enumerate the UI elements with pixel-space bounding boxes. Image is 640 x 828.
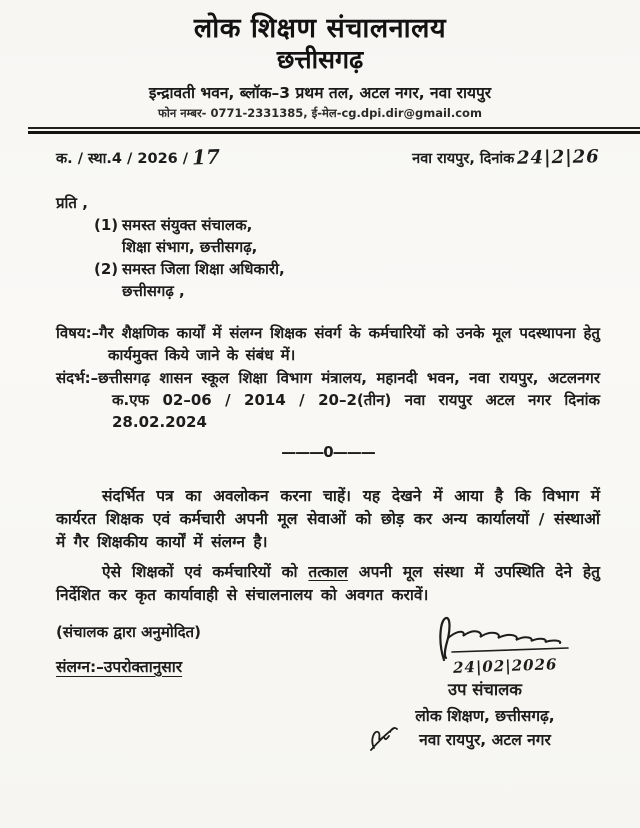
reference-line [56,367,600,433]
signatory-designation: उप संचालक [448,680,522,699]
signatory-organization: लोक शिक्षण, छत्तीसगढ़, [415,707,555,725]
subject-text: गैर शैक्षणिक कार्यों में संलग्न शिक्षक संवर्ग के कर्मचारियों को उनके मूल पदस्थापना हेतु कार्यमुक्त किये जाने के संबंध में। [99,323,600,364]
org-contact: फोन नम्बर- 0771-2331385, ई-मेल-cg.dpi.dir@gmail.com [158,105,482,120]
signatory-place-text: नवा रायपुर, अटल नगर [419,731,551,749]
org-address: इन्द्रावती भवन, ब्लॉक–3 प्रथम तल, अटल नगर, नवा रायपुर [148,83,492,102]
addressee-line: समस्त जिला शिक्षा अधिकारी, [122,259,285,278]
addressee-item [94,258,600,280]
letter-ref-number [56,144,220,168]
addressee-number: (2) [94,259,119,278]
addressee-item [94,214,600,236]
rule-thin [28,127,640,129]
paragraph2-underlined-word: तत्काल [308,562,348,581]
header-divider-rule [28,127,640,134]
letter-content [0,144,640,677]
reference-text: छत्तीसगढ़ शासन स्कूल शिक्षा विभाग मंत्रालय, महानदी भवन, नवा रायपुर, अटलनगर क.एफ 02–06 / 2014 / 20–2(तीन) नवा रायपुर अटल नगर दिनांक 28.02.2024 [98,368,600,431]
body-paragraph-1: संदर्भित पत्र का अवलोकन करना चाहें। यह देखने में आया है कि विभाग में कार्यरत शिक्षक एवं कर्मचारी अपनी मूल सेवाओं को छोड़ कर अन्य कार्यालयों / संस्थाओं में गैर शिक्षकीय कार्यों में संलग्न है। [56,486,600,551]
initials-scribble-icon [368,720,402,754]
place-and-date [412,147,600,168]
addressee-line: समस्त संयुक्त संचालक, [122,215,253,234]
date-handwritten: 24|2|26 [517,145,601,169]
enclosure-line: संलग्न:–उपरोक्तानुसार [56,657,183,676]
place-date-label: नवा रायपुर, दिनांक [412,150,515,167]
salutation: प्रति , [56,193,88,212]
subject-label: विषय:– [56,323,100,342]
addressee-number: (1) [94,215,119,234]
addressee-line: छत्तीसगढ़ , [122,281,185,300]
addressee-block [56,192,600,302]
addressee-line: शिक्षा संभाग, छत्तीसगढ़, [122,237,258,256]
subject-line [56,322,600,366]
reference-date-row [56,144,600,168]
signatory-place [360,728,610,750]
body-paragraph-2 [56,561,600,607]
org-state: छत्तीसगढ़ [276,45,364,75]
section-divider: ———0——— [281,442,375,461]
paragraph2-text: ऐसे शिक्षकों एवं कर्मचारियों को [102,562,309,581]
signature-date-handwritten: 24|02|2026 [452,655,558,677]
org-name: लोक शिक्षण संचालनालय [193,13,447,44]
ref-number-printed: क. / स्था.4 / 2026 / [56,150,189,167]
paragraph2-text: अपनी मूल संस्था में उपस्थिति देने हेतु निर्देशित कर कृत कार्यावाही से संचालनालय को अवगत करावें। [56,562,600,604]
ref-number-handwritten: 17 [191,144,221,170]
signature-block [360,612,610,750]
rule-thick [28,131,640,134]
letterhead [0,0,640,121]
approved-note: (संचालक द्वारा अनुमोदित) [56,622,201,641]
reference-label: संदर्भ:– [56,368,99,387]
